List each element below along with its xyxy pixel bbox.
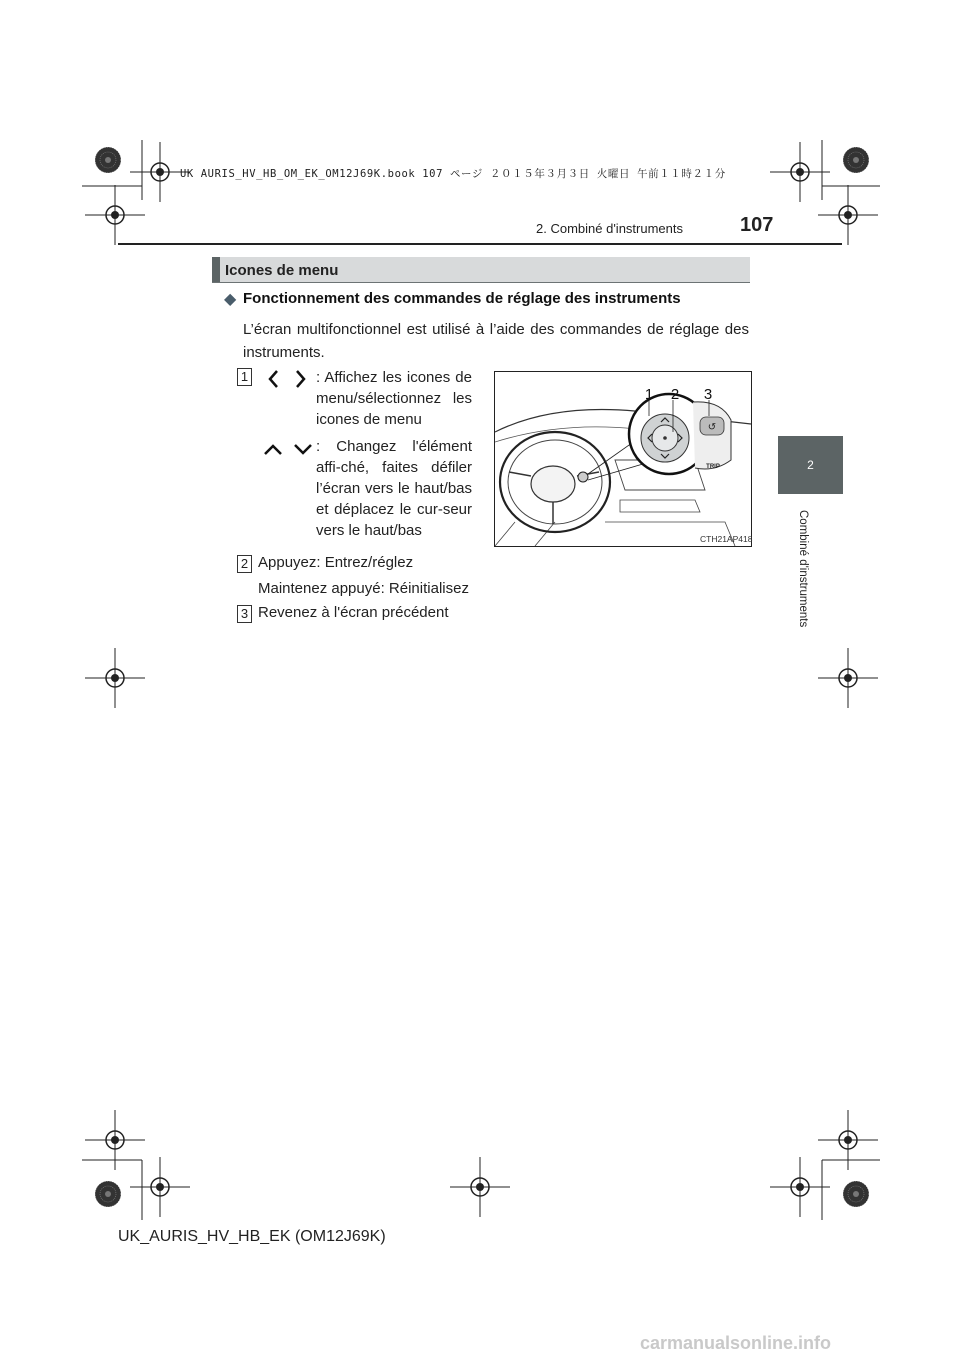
steering-wheel-illustration (495, 372, 751, 546)
item-3-line-1: Revenez à l'écran précédent (258, 604, 449, 621)
diamond-bullet-icon: ◆ (224, 291, 237, 308)
crosshair-mark-icon (130, 1157, 190, 1217)
item-number-2: 2 (237, 555, 252, 573)
chapter-tab: 2 (778, 436, 843, 494)
item-2-line-2: Maintenez appuyé: Réinitialisez (258, 580, 469, 597)
crosshair-mark-icon (450, 1157, 510, 1217)
chevron-up-icon (265, 446, 281, 454)
item-2-line-1: Appuyez: Entrez/réglez (258, 554, 414, 571)
callout-2: 2 (670, 386, 680, 403)
footer-model: UK_AURIS_HV_HB_EK (OM12J69K) (118, 1228, 386, 1245)
crosshair-mark-icon (818, 1110, 878, 1170)
subsection-heading: Fonctionnement des commandes de réglage des instruments (243, 290, 681, 307)
section-bar-rule (212, 282, 750, 283)
trip-label: TRIP (706, 464, 720, 470)
chapter-side-label: Combiné d'instruments (797, 510, 809, 628)
figure-code: CTH21AP418 (700, 534, 753, 544)
header-rule (118, 243, 842, 245)
item-1-def-b: : Changez l'élément affi-ché, faites défiler l’écran vers le haut/bas et déplacez le cur-seur vers le haut/bas (316, 438, 472, 539)
crosshair-mark-icon (770, 1157, 830, 1217)
item-number-3: 3 (237, 605, 252, 623)
chevron-left-right-icons (262, 368, 312, 390)
print-info-line: UK AURIS_HV_HB_OM_EK_OM12J69K.book 107 ページ ２０１５年３月３日 火曜日 午前１１時２１分 (180, 168, 726, 180)
section-title: Icones de menu (225, 262, 339, 279)
watermark: carmanualsonline.info (640, 1333, 832, 1353)
starburst-mark-icon (843, 147, 869, 173)
item-1-def-a: : Affichez les icones de menu/sélectionnez les icones de menu (316, 369, 472, 428)
crosshair-mark-icon (818, 185, 878, 245)
crosshair-mark-icon (770, 142, 830, 202)
section-bar-accent (212, 257, 220, 282)
crosshair-mark-icon (818, 648, 878, 708)
chevron-down-icon (295, 445, 311, 453)
callout-1: 1 (644, 386, 654, 403)
chapter-header-title: 2. Combiné d'instruments (536, 221, 683, 236)
crosshair-mark-icon (85, 185, 145, 245)
intro-paragraph: L’écran multifonctionnel est utilisé à l’aide des commandes de réglage des instruments. (243, 321, 749, 361)
item-number-1: 1 (237, 368, 252, 386)
chevron-right-icon (297, 371, 304, 387)
callout-3: 3 (703, 386, 713, 403)
chevron-up-down-icons (262, 438, 314, 460)
crosshair-mark-icon (85, 648, 145, 708)
starburst-mark-icon (95, 1181, 121, 1207)
page-number: 107 (740, 214, 774, 236)
steering-wheel-figure (494, 371, 752, 547)
chevron-left-icon (270, 371, 277, 387)
starburst-mark-icon (843, 1181, 869, 1207)
crosshair-mark-icon (85, 1110, 145, 1170)
svg-text:↺: ↺ (707, 422, 717, 433)
starburst-mark-icon (95, 147, 121, 173)
